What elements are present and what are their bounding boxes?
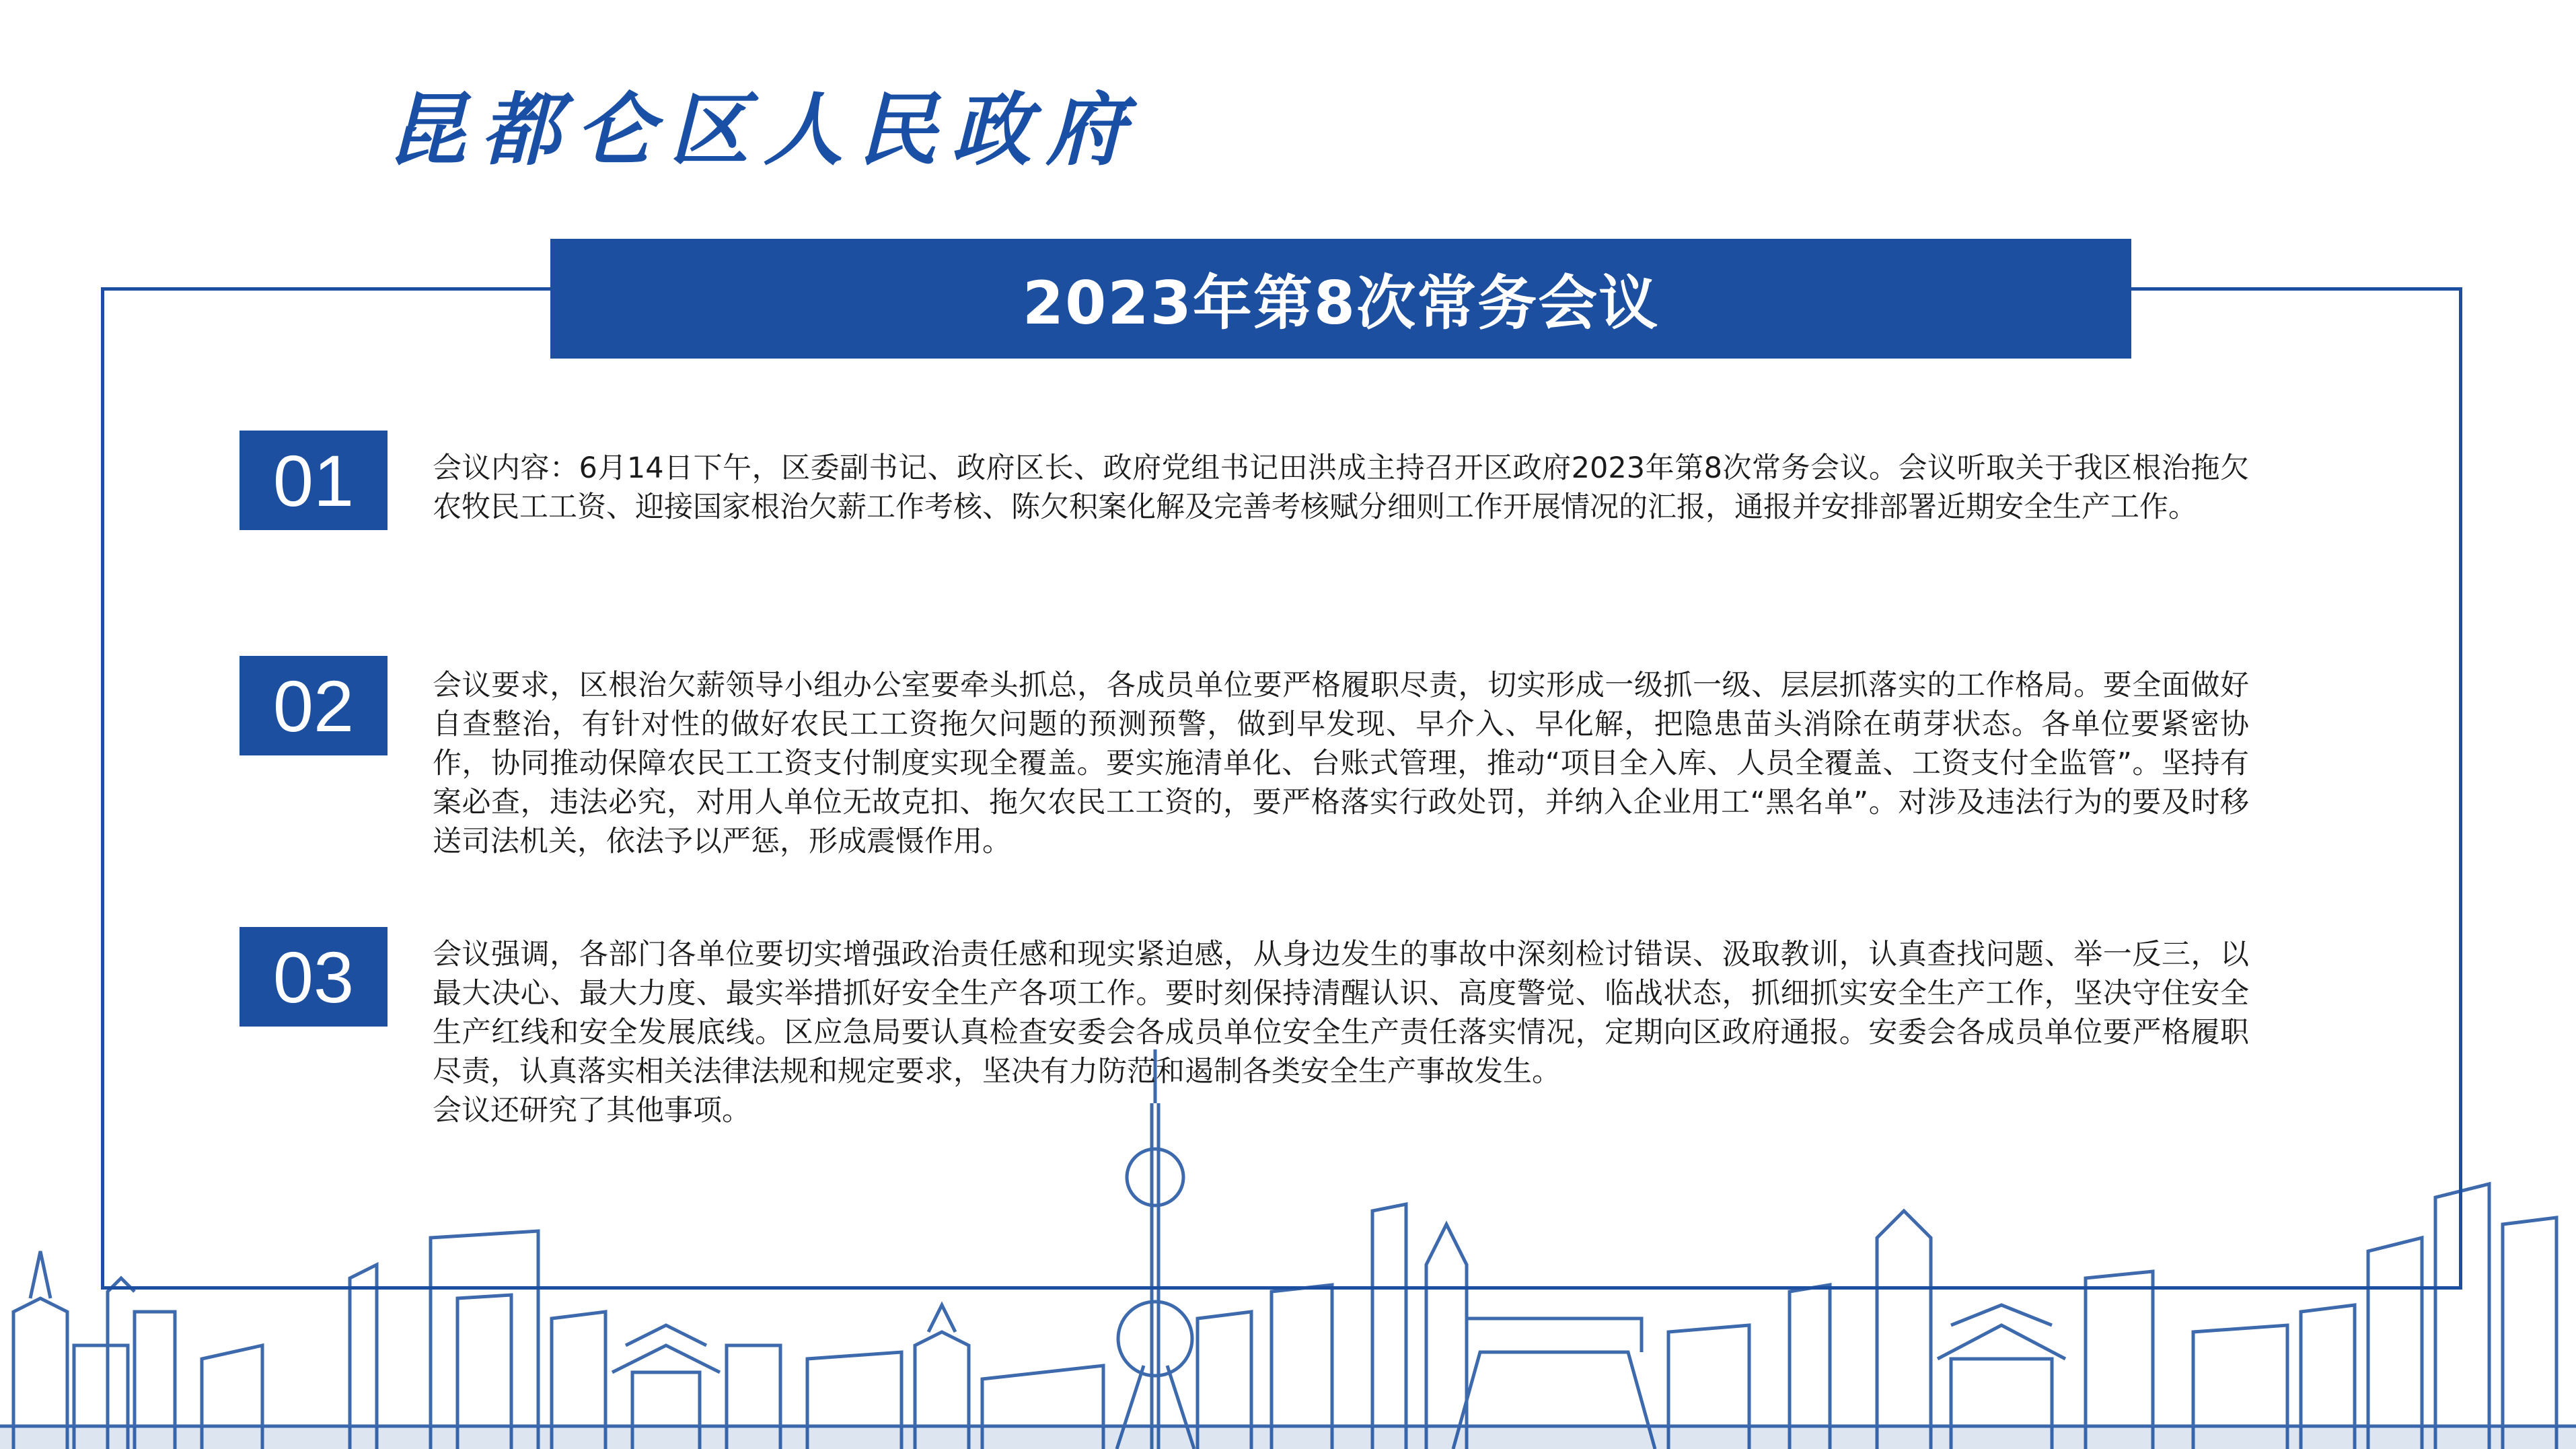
section-text-03-body: 会议强调，各部门各单位要切实增强政治责任感和现实紧迫感，从身边发生的事故中深刻检讨错误、汲取教训，认真查找问题、举一反三，以最大决心、最大力度、最实举措抓好安全生产各项工作。要时刻保持清醒认识、高度警觉、临战状态，抓细抓实安全生产工作，坚决守住安全生产红线和安全发展底线。区应急局要认真检查安委会各成员单位安全生产责任落实情况，定期向区政府通报。安委会各成员单位要严格履职尽责，认真落实相关法律法规和规定要求，坚决有力防范和遏制各类安全生产事故发生。 <box>433 938 2249 1088</box>
section-text-03-extra: 会议还研究了其他事项。 <box>433 1094 751 1127</box>
org-name: 昆都仑区人民政府 <box>387 83 1141 176</box>
section-number-01: 01 <box>240 431 388 530</box>
section-text-03 <box>433 935 2249 1130</box>
section-text-02: 会议要求，区根治欠薪领导小组办公室要牵头抓总，各成员单位要严格履职尽责，切实形成一级抓一级、层层抓落实的工作格局。要全面做好自查整治，有针对性的做好农民工工资拖欠问题的预测预警，做到早发现、早介入、早化解，把隐患苗头消除在萌芽状态。各单位要紧密协作，协同推动保障农民工工资支付制度实现全覆盖。要实施清单化、台账式管理，推动“项目全入库、人员全覆盖、工资支付全监管”。坚持有案必查，违法必究，对用人单位无故克扣、拖欠农民工工资的，要严格落实行政处罚，并纳入企业用工“黑名单”。对涉及违法行为的要及时移送司法机关，依法予以严惩，形成震慑作用。 <box>433 669 2249 858</box>
section-text-01: 会议内容：6月14日下午，区委副书记、政府区长、政府党组书记田洪成主持召开区政府2023年第8次常务会议。会议听取关于我区根治拖欠农牧民工工资、迎接国家根治欠薪工作考核、陈欠积案化解及完善考核赋分细则工作开展情况的汇报，通报并安排部署近期安全生产工作。 <box>433 451 2249 524</box>
section-number-03: 03 <box>240 927 388 1027</box>
section-number-02: 02 <box>240 656 388 755</box>
meeting-title-banner: 2023年第8次常务会议 <box>550 239 2131 359</box>
